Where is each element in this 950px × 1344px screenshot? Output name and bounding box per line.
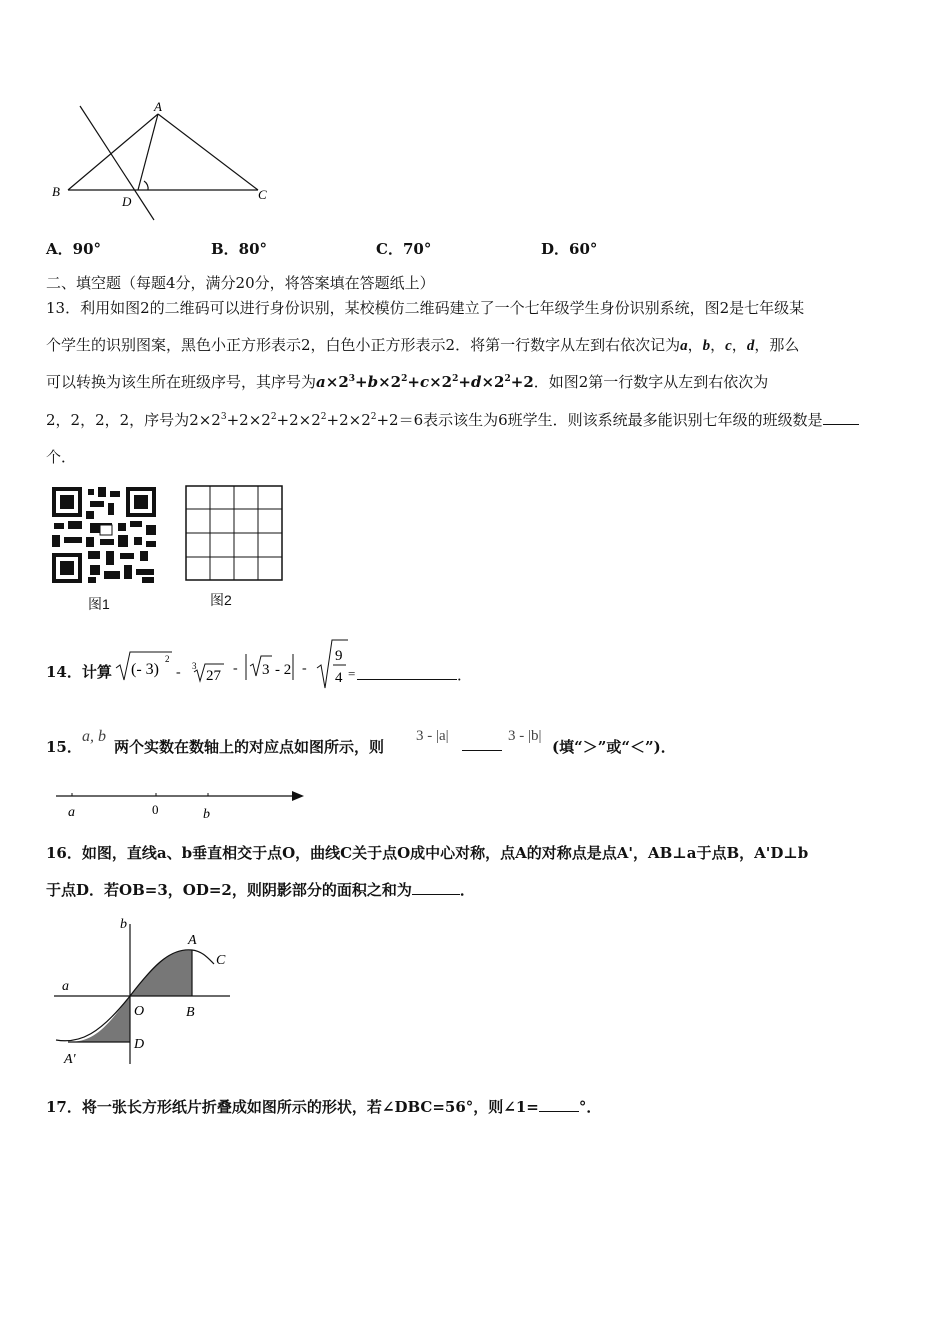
q15-answer-blank[interactable] [462, 736, 502, 751]
axis-label-b: b [203, 807, 210, 822]
q14-expression [112, 634, 357, 694]
q16-label-C: C [216, 953, 226, 968]
q14-minus-2: - 2 [275, 662, 292, 678]
q13-line4 [46, 409, 859, 430]
q13-line4-end: 表示该生为6班学生．则该系统最多能识别七年级的班级数是 [423, 411, 823, 429]
q14-minus1: - [176, 665, 181, 680]
q13-line5: 个． [46, 448, 77, 466]
q13-example: $2\times 2^3+2\times 2^2+2\times 2^2+2\times 2^2+2=6$ [189, 411, 424, 429]
q16-line2 [46, 879, 475, 900]
q12-option-a: A．90° [46, 240, 102, 258]
q16-label-D: D [134, 1037, 145, 1052]
q13-line3 [46, 371, 768, 392]
q14-frac-num: 9 [335, 648, 343, 664]
q12-option-b: B．80° [211, 240, 268, 258]
q15-expr1: 3 - |a| [416, 728, 449, 744]
q14-cube-index: 3 [192, 661, 197, 671]
q13-line2: 个学生的识别图案，黑色小正方形表示2，白色小正方形表示2．将第一行数字从左到右依次记为a，b，c，d，那么 [46, 336, 800, 354]
q14-minus2: - [233, 661, 238, 676]
q12-label-a: A [154, 99, 162, 114]
q17-answer-blank[interactable] [539, 1097, 579, 1112]
q14-minus3: - [302, 661, 307, 676]
q16-label-A: A [188, 933, 197, 948]
q13-var-a: a [680, 338, 688, 354]
q12-option-d: D．60° [541, 240, 598, 258]
q12-triangle-figure [46, 98, 286, 223]
q15-vars: a, b [82, 728, 106, 745]
q14-equals: = [348, 666, 356, 681]
axis-label-0: 0 [152, 802, 159, 817]
q16-line2-end: ． [459, 881, 475, 899]
q13-var-d: d [746, 338, 755, 354]
q13-line3-text: 可以转换为该生所在班级序号，其序号为 [46, 373, 317, 391]
section-header: 二、填空题（每题4分，满分20分，将答案填在答题纸上） [46, 274, 435, 292]
q14-num-minus3: (- 3) [131, 661, 159, 678]
q15-mid: 两个实数在数轴上的对应点如图所示，则 [114, 738, 385, 756]
q16-line1: 16．如图，直线a、b垂直相交于点O，曲线C关于点O成中心对称，点A的对称点是点A'，AB⊥a于点B，A'D⊥b [46, 844, 809, 862]
q12-label-d: D [122, 194, 132, 209]
q14-rad-27: 27 [206, 668, 221, 684]
q17-suffix: °． [578, 1098, 602, 1116]
q15-suffix: (填“＞”或“＜”)． [552, 738, 676, 756]
q17-text: 17．将一张长方形纸片折叠成如图所示的形状，若∠DBC=56°，则∠1= [46, 1098, 539, 1116]
q16-label-b-axis: b [120, 917, 127, 932]
q13-line1: 13．利用如图2的二维码可以进行身份识别，某校模仿二维码建立了一个七年级学生身份识别系统，图2是七年级某 [46, 299, 805, 317]
q13-line4-text: 2，2，2，2，序号为 [46, 411, 190, 429]
q14-answer-blank[interactable] [357, 665, 457, 680]
q14-sq-exp: 2 [165, 654, 170, 664]
q13-line2-end: ，那么 [754, 336, 800, 354]
q15-number-line [50, 784, 310, 822]
q13-line2-text: 个学生的识别图案，黑色小正方形表示2，白色小正方形表示2．将第一行数字从左到右依次记为 [46, 336, 681, 354]
q13-line3-end: ．如图2第一行数字从左到右依次为 [533, 373, 769, 391]
q16-label-O: O [134, 1004, 145, 1019]
q13-formula: $a\times 2^3+b\times 2^2+c\times 2^2+d\times 2^2+2$ [316, 373, 534, 391]
q14-prefix: 14．计算 [46, 663, 112, 681]
grid-figure [185, 485, 285, 583]
q16-answer-blank[interactable] [412, 880, 460, 895]
q12-label-c: C [258, 187, 267, 202]
q16-label-Aprime: A' [64, 1052, 76, 1067]
q17-line [46, 1096, 601, 1117]
q13-answer-blank[interactable] [823, 410, 859, 425]
axis-label-a: a [68, 805, 75, 820]
q14-rad-3: 3 [262, 662, 270, 678]
q15-prefix: 15． [46, 738, 82, 756]
q16-label-a-axis: a [62, 979, 69, 994]
q16-line2-text: 于点D．若OB=3，OD=2，则阴影部分的面积之和为 [46, 881, 412, 899]
fig2-label: 图2 [210, 592, 232, 608]
q13-var-c: c [725, 338, 732, 354]
qr-code-figure [50, 485, 160, 585]
fig1-label: 图1 [88, 596, 110, 612]
q16-curve-figure [50, 912, 240, 1072]
q14-suffix: ． [457, 666, 473, 684]
q14-answer [357, 664, 472, 685]
q12-label-b: B [52, 184, 60, 199]
q16-label-B: B [186, 1005, 195, 1020]
q12-option-c: C．70° [376, 240, 432, 258]
q13-var-b: b [702, 338, 711, 354]
q14-frac-den: 4 [335, 670, 343, 686]
q15-expr2: 3 - |b| [508, 728, 542, 744]
